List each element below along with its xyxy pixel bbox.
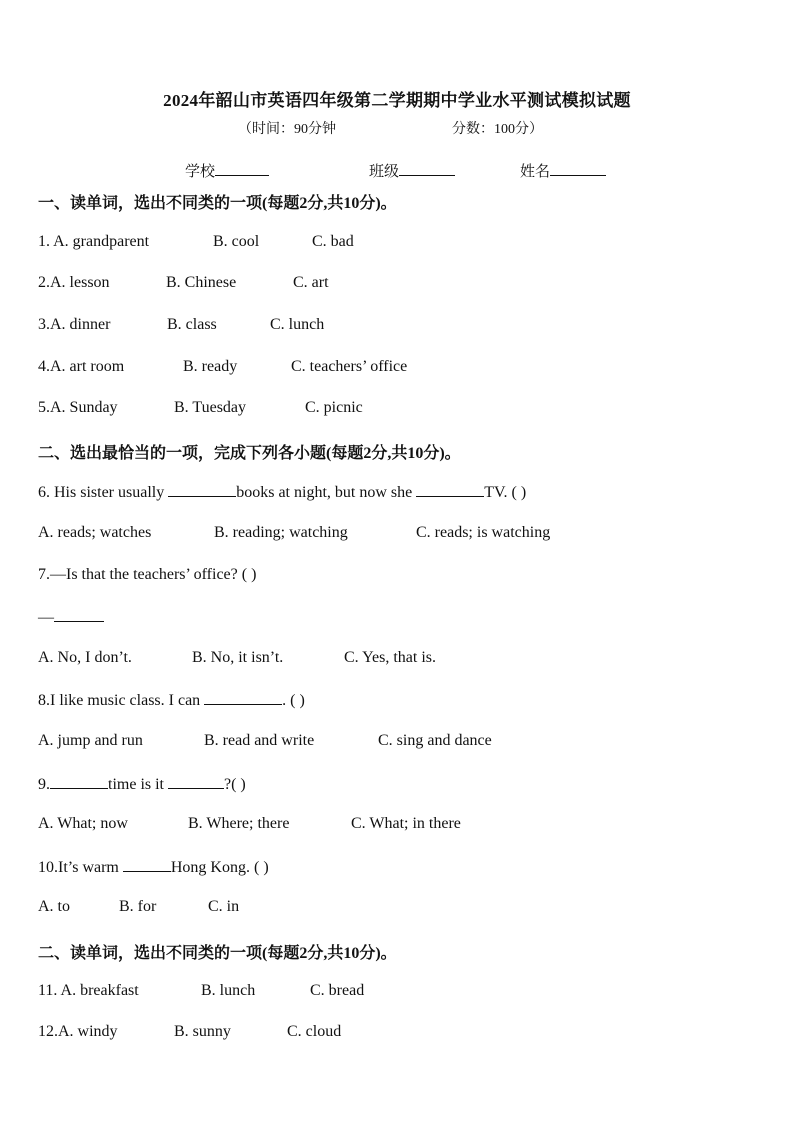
q6-blank-1[interactable] xyxy=(168,482,236,497)
q7-option-a: A. No, I don’t. xyxy=(38,649,132,666)
school-field xyxy=(185,160,269,181)
q10-text-start: 10.It’s warm xyxy=(38,859,119,876)
school-blank[interactable] xyxy=(215,161,269,176)
question-10-options xyxy=(38,898,240,916)
q1-option-b: B. cool xyxy=(213,233,260,250)
q12-option-a: 12.A. windy xyxy=(38,1023,118,1040)
q11-option-b: B. lunch xyxy=(201,982,256,999)
question-4 xyxy=(38,358,408,376)
q10-option-a: A. to xyxy=(38,898,70,915)
class-label: 班级 xyxy=(369,164,400,180)
q6-text-end: TV. ( ) xyxy=(484,484,527,501)
q6-option-c: C. reads; is watching xyxy=(416,524,551,541)
q4-option-a: 4.A. art room xyxy=(38,358,125,375)
q2-option-a: 2.A. lesson xyxy=(38,274,110,291)
section-2-heading: 二、选出最恰当的一项，完成下列各小题(每题2分,共10分)。 xyxy=(38,445,461,462)
q8-text-start: 8.I like music class. I can xyxy=(38,692,201,709)
q1-option-c: C. bad xyxy=(312,233,354,250)
exam-time: （时间：90分钟 xyxy=(238,122,336,137)
q9-text-end: ?( ) xyxy=(224,776,246,793)
question-8 xyxy=(38,690,305,710)
q10-text-end: Hong Kong. ( ) xyxy=(170,859,269,876)
exam-score: 分数：100分） xyxy=(452,122,543,137)
q7-option-c: C. Yes, that is. xyxy=(344,649,437,666)
q9-option-a: A. What; now xyxy=(38,815,128,832)
question-7-answer xyxy=(38,607,104,627)
school-label: 学校 xyxy=(185,164,216,180)
question-7: 7.—Is that the teachers’ office? ( ) xyxy=(38,566,257,583)
section-3-heading: 二、读单词，选出不同类的一项(每题2分,共10分)。 xyxy=(38,945,397,962)
q7-option-b: B. No, it isn’t. xyxy=(192,649,284,666)
q3-option-c: C. lunch xyxy=(270,316,325,333)
q8-blank[interactable] xyxy=(204,690,282,705)
question-10 xyxy=(38,857,269,877)
q6-option-a: A. reads; watches xyxy=(38,524,152,541)
question-1 xyxy=(38,233,354,251)
name-field xyxy=(520,160,606,181)
q9-number: 9. xyxy=(38,776,50,793)
q12-option-c: C. cloud xyxy=(287,1023,342,1040)
q5-option-a: 5.A. Sunday xyxy=(38,399,118,416)
question-12 xyxy=(38,1023,342,1041)
q10-blank[interactable] xyxy=(123,857,171,872)
q9-blank-2[interactable] xyxy=(168,774,224,789)
q4-option-b: B. ready xyxy=(183,358,238,375)
name-label: 姓名 xyxy=(520,164,551,180)
question-5 xyxy=(38,399,363,417)
q5-option-c: C. picnic xyxy=(305,399,363,416)
q11-option-a: 11. A. breakfast xyxy=(38,982,139,999)
q4-option-c: C. teachers’ office xyxy=(291,358,408,375)
page-title: 2024年韶山市英语四年级第二学期期中学业水平测试模拟试题 xyxy=(163,91,631,110)
question-8-options xyxy=(38,732,492,750)
name-blank[interactable] xyxy=(550,161,606,176)
q2-option-b: B. Chinese xyxy=(166,274,237,291)
q2-option-c: C. art xyxy=(293,274,329,291)
q8-option-c: C. sing and dance xyxy=(378,732,492,749)
q10-option-b: B. for xyxy=(119,898,157,915)
q1-option-a: 1. A. grandparent xyxy=(38,233,150,250)
q8-text-end: . ( ) xyxy=(282,692,305,709)
q12-option-b: B. sunny xyxy=(174,1023,231,1040)
class-blank[interactable] xyxy=(399,161,455,176)
q3-option-b: B. class xyxy=(167,316,217,333)
q9-text-middle: time is it xyxy=(108,776,164,793)
q5-option-b: B. Tuesday xyxy=(174,399,247,416)
q7-dash: — xyxy=(38,609,54,626)
question-6-options xyxy=(38,524,551,542)
q8-option-a: A. jump and run xyxy=(38,732,143,749)
q9-blank-1[interactable] xyxy=(50,774,108,789)
q3-option-a: 3.A. dinner xyxy=(38,316,111,333)
question-7-options xyxy=(38,649,437,667)
q9-option-b: B. Where; there xyxy=(188,815,290,832)
q11-option-c: C. bread xyxy=(310,982,365,999)
q9-option-c: C. What; in there xyxy=(351,815,461,832)
class-field xyxy=(369,160,455,181)
q6-option-b: B. reading; watching xyxy=(214,524,348,541)
question-9-options xyxy=(38,815,461,833)
section-1-heading: 一、读单词，选出不同类的一项(每题2分,共10分)。 xyxy=(38,195,397,212)
q8-option-b: B. read and write xyxy=(204,732,315,749)
question-6 xyxy=(38,482,526,502)
q6-text-start: 6. His sister usually xyxy=(38,484,165,501)
question-9 xyxy=(38,774,246,794)
question-2 xyxy=(38,274,329,292)
q6-text-middle: books at night, but now she xyxy=(236,484,413,501)
q10-option-c: C. in xyxy=(208,898,240,915)
question-3 xyxy=(38,316,325,334)
q6-blank-2[interactable] xyxy=(416,482,484,497)
question-11 xyxy=(38,982,365,1000)
q7-blank[interactable] xyxy=(54,607,104,622)
